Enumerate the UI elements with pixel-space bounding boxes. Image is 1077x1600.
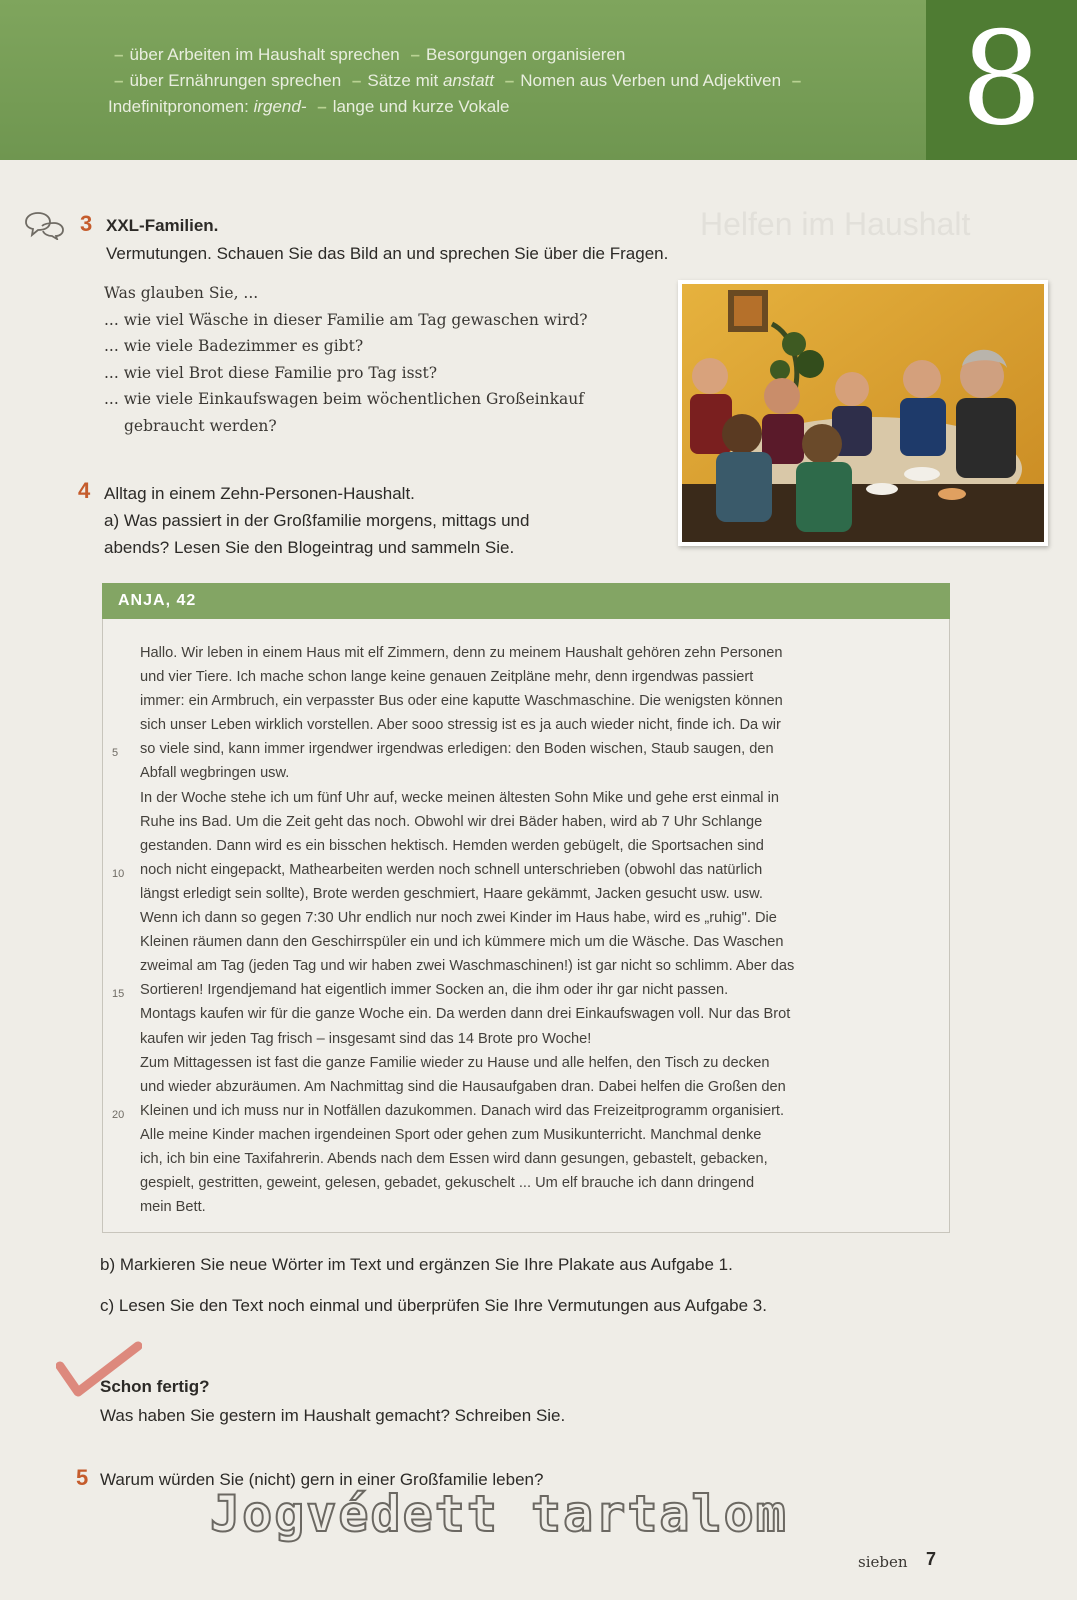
question-item: ... wie viele Badezimmer es gibt?	[104, 337, 364, 355]
goal-text: Nomen aus Verben und Adjektiven	[520, 71, 782, 90]
question-item: ... wie viel Wäsche in dieser Familie am Tag gewaschen wird?	[104, 310, 588, 329]
blog-text	[140, 641, 940, 1219]
chapter-goals: – über Arbeiten im Haushalt sprechen – Besorgungen organisieren – über Ernährungen sprechen – Sätze mit anstatt – Nomen aus Verben und Adjektiven –Indefinitpronomen: irgend- – lange und kurze Vokale	[108, 45, 802, 116]
blog-line: immer: ein Armbruch, ein verpasster Bus oder eine kaputte Waschmaschine. Die wenigsten können	[140, 693, 783, 710]
task-title: Alltag in einem Zehn-Personen-Haushalt.	[104, 484, 415, 503]
chapter-number-box	[926, 0, 1077, 160]
task-instruction: a) Was passiert in der Großfamilie morgens, mittags und	[104, 511, 530, 530]
line-number: 5	[112, 747, 119, 759]
task-instruction: abends? Lesen Sie den Blogeintrag und sammeln Sie.	[104, 538, 515, 557]
goal-text: Besorgungen organisieren	[425, 45, 626, 64]
blog-author: ANJA, 42	[102, 583, 950, 619]
blog-line: Montags kaufen wir für die ganze Woche ein. Da werden dann drei Einkaufswagen voll. Nur das Brot	[140, 1006, 791, 1023]
family-photo	[678, 280, 1048, 546]
goal-text: Sätze mit	[367, 71, 439, 90]
question-lead: Was glauben Sie, ...	[104, 284, 259, 302]
blog-line: zweimal am Tag (jeden Tag und wir haben zwei Waschmaschinen!) ist gar nicht so schlimm. Aber das	[140, 958, 795, 975]
speech-bubbles-icon	[22, 210, 66, 245]
blog-line: noch nicht eingepackt, Mathearbeiten werden noch schnell unterschrieben (obwohl das natürlich	[140, 861, 763, 878]
blog-line: Ruhe ins Bad. Um die Zeit geht das noch. Obwohl wir drei Bäder haben, wird ab 7 Uhr Schlange	[140, 813, 763, 830]
page-number: 7	[926, 1549, 937, 1569]
blog-line: In der Woche stehe ich um fünf Uhr auf, wecke meinen ältesten Sohn Mike und gehe erst einmal in	[140, 789, 779, 806]
task-number: 5	[76, 1465, 89, 1490]
goal-text: irgend-	[253, 97, 307, 116]
goal-text: anstatt	[442, 71, 495, 90]
blog-line: Kleinen räumen dann den Geschirrspüler ein und ich kümmere mich um die Wäsche. Das Waschen	[140, 934, 784, 951]
chapter-header	[0, 0, 1077, 160]
blog-line: kaufen wir jeden Tag frisch – insgesamt sind das 14 Brote pro Woche!	[140, 1030, 592, 1047]
blog-line: Zum Mittagessen ist fast die ganze Familie wieder zu Hause und alle helfen, den Tisch zu decken	[140, 1054, 770, 1071]
blog-line: Kleinen und ich muss nur in Notfällen dazukommen. Danach wird das Freizeitprogramm organisiert.	[140, 1102, 785, 1119]
schon-fertig-title: Schon fertig?	[100, 1377, 210, 1396]
line-number: 15	[112, 988, 125, 1000]
blog-line: mein Bett.	[140, 1199, 206, 1216]
ghost-title: Helfen im Haushalt	[700, 206, 971, 242]
blog-line: Wenn ich dann so gegen 7:30 Uhr endlich nur noch zwei Kinder im Haus habe, wird es „ruhig". Die	[140, 910, 777, 927]
goal-text: lange und kurze Vokale	[332, 97, 510, 116]
schon-fertig-text: Was haben Sie gestern im Haushalt gemacht? Schreiben Sie.	[100, 1406, 566, 1425]
question-item: ... wie viel Brot diese Familie pro Tag isst?	[104, 363, 438, 382]
schon-fertig	[100, 1372, 565, 1430]
task-number: 4	[78, 478, 91, 503]
line-number: 10	[112, 868, 125, 880]
task-instruction: Warum würden Sie (nicht) gern in einer Großfamilie leben?	[100, 1470, 544, 1489]
blog-line: und wieder abzuräumen. Am Nachmittag sind die Hausaufgaben dran. Dabei helfen die Großen den	[140, 1078, 786, 1095]
blog-line: sich unser Leben wirklich vorstellen. Aber sooo stressig ist es ja auch wieder nicht, finde ich. Da wir	[140, 717, 781, 734]
page-word: sieben	[858, 1553, 908, 1571]
goal-text: Indefinitpronomen:	[108, 97, 249, 116]
blog-line: Hallo. Wir leben in einem Haus mit elf Zimmern, denn zu meinem Haushalt gehören zehn Personen	[140, 645, 783, 661]
question-item: gebraucht werden?	[124, 416, 277, 435]
blog-line: gestanden. Dann wird es ein bisschen hektisch. Hemden werden gebügelt, die Sportsachen sind	[140, 837, 764, 854]
blog-line: und vier Tiere. Ich mache schon lange keine genauen Zeitpläne mehr, denn irgendwas passiert	[140, 669, 754, 686]
question-list	[104, 280, 674, 439]
blog-line: Abfall wegbringen usw.	[140, 765, 290, 782]
goal-text: über Arbeiten im Haushalt sprechen	[129, 45, 400, 64]
line-number: 20	[112, 1109, 125, 1121]
question-item: ... wie viele Einkaufswagen beim wöchentlichen Großeinkauf	[104, 390, 584, 408]
blog-line: längst erledigt sein sollte), Brote werden geschmiert, Haare gekämmt, Jacken gesucht usw. usw.	[140, 885, 763, 902]
chapter-number: 8	[960, 5, 1043, 154]
watermark: Jogvédett tartalom	[210, 1485, 788, 1543]
blog-line: gespielt, gestritten, geweint, gelesen, gebadet, gekuschelt ... Um elf brauche ich dann dringend	[140, 1175, 755, 1192]
task-instruction: b) Markieren Sie neue Wörter im Text und ergänzen Sie Ihre Plakate aus Aufgabe 1.	[100, 1255, 733, 1274]
blog-line: ich, ich bin eine Taxifahrerin. Abends nach dem Essen wird dann gesungen, gebastelt, gebacken,	[140, 1150, 768, 1167]
blog-line: so viele sind, kann immer irgendwer irgendwas erledigen: den Boden wischen, Staub saugen, den	[140, 741, 774, 758]
blog-line: Sortieren! Irgendjemand hat eigentlich immer Socken an, die ihm oder ihr gar nicht passen.	[140, 982, 729, 999]
task-instruction: c) Lesen Sie den Text noch einmal und überprüfen Sie Ihre Vermutungen aus Aufgabe 3.	[100, 1296, 767, 1315]
blog-line: Alle meine Kinder machen irgendeinen Sport oder gehen zum Musikunterricht. Manchmal denke	[140, 1126, 762, 1143]
task-instruction: Vermutungen. Schauen Sie das Bild an und sprechen Sie über die Fragen.	[106, 244, 669, 263]
task-number: 3	[80, 211, 93, 236]
task-title: XXL-Familien.	[106, 216, 219, 235]
goal-text: über Ernährungen sprechen	[129, 71, 342, 90]
